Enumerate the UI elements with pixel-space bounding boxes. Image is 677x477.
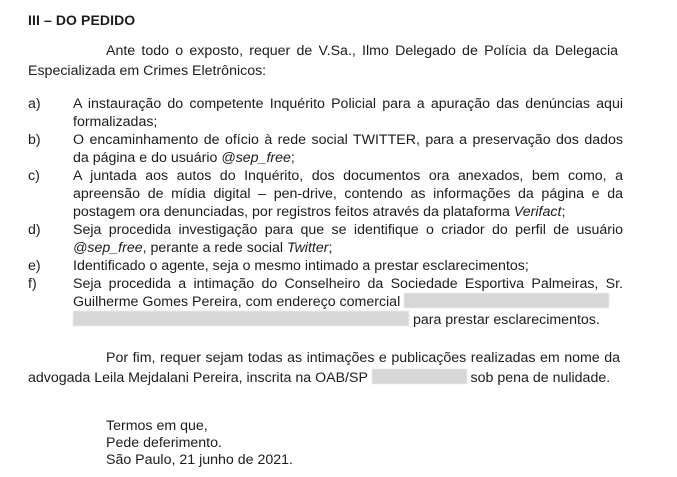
list-marker: c) [28,168,40,184]
list-marker: d) [28,222,41,238]
closing-date: São Paulo, 21 junho de 2021. [106,452,293,468]
user-handle: @sep_free [73,240,143,256]
list-item-d [28,221,623,257]
final-text: sob pena de nulidade. [466,370,611,386]
list-item-text: ; [328,240,333,256]
section-title: III – DO PEDIDO [28,12,136,28]
list-marker: f) [28,276,37,292]
list-marker: b) [28,132,41,148]
intro-text: Ante todo o exposto, requer de V.Sa., Ilmo Delegado de Polícia da Delegacia Especializada em Crimes Eletrônicos: [28,43,618,79]
list-item-a [28,95,623,131]
list-item-f [28,275,623,329]
closing-line: Termos em que, [106,418,208,434]
list-item-text: O encaminhamento de ofício à rede social TWITTER, para a preservação dos dados da página e do usuário [73,132,623,166]
list-marker: a) [28,96,41,112]
list-item-text: Seja procedida a intimação do Conselheiro da Sociedade Esportiva Palmeiras, Sr. Guilherme Gomes Pereira, com endereço comercial [73,276,623,310]
intro-paragraph [28,41,618,81]
list-item-text: Identificado o agente, seja o mesmo intimado a prestar esclarecimentos; [73,258,529,274]
list-item-e [28,257,623,275]
list-item-text: para prestar esclarecimentos. [409,312,600,328]
request-list [28,95,623,329]
closing-line: Pede deferimento. [106,435,222,451]
list-marker: e) [28,258,41,274]
list-item-text: , perante a rede social [142,240,287,256]
user-handle: @sep_free [221,150,291,166]
redacted-oab-number [372,369,467,384]
platform-name: Verifact [513,204,562,220]
network-name: Twitter [286,240,329,256]
closing-block [106,418,293,469]
list-item-b [28,131,623,167]
redacted-address [73,311,409,326]
list-item-c [28,167,623,221]
redacted-address [404,293,609,308]
final-paragraph [28,348,620,388]
list-item-text: Seja procedida investigação para que se identifique o criador do perfil de usuário [73,222,623,238]
list-item-text: ; [290,150,295,166]
list-item-text: A juntada aos autos do Inquérito, dos documentos ora anexados, bem como, a apreensão de mídia digital – pen-drive, contendo as informações da página e da postagem ora denunciadas, por registros feitos através da plataforma [73,168,623,220]
list-item-text: ; [561,204,566,220]
final-text: Por fim, requer sejam todas as intimações e publicações realizadas em nome da advogada Leila Mejdalani Pereira, inscrita na OAB/SP [28,350,620,386]
list-item-text: A instauração do competente Inquérito Policial para a apuração das denúncias aqui formalizadas; [73,96,623,130]
